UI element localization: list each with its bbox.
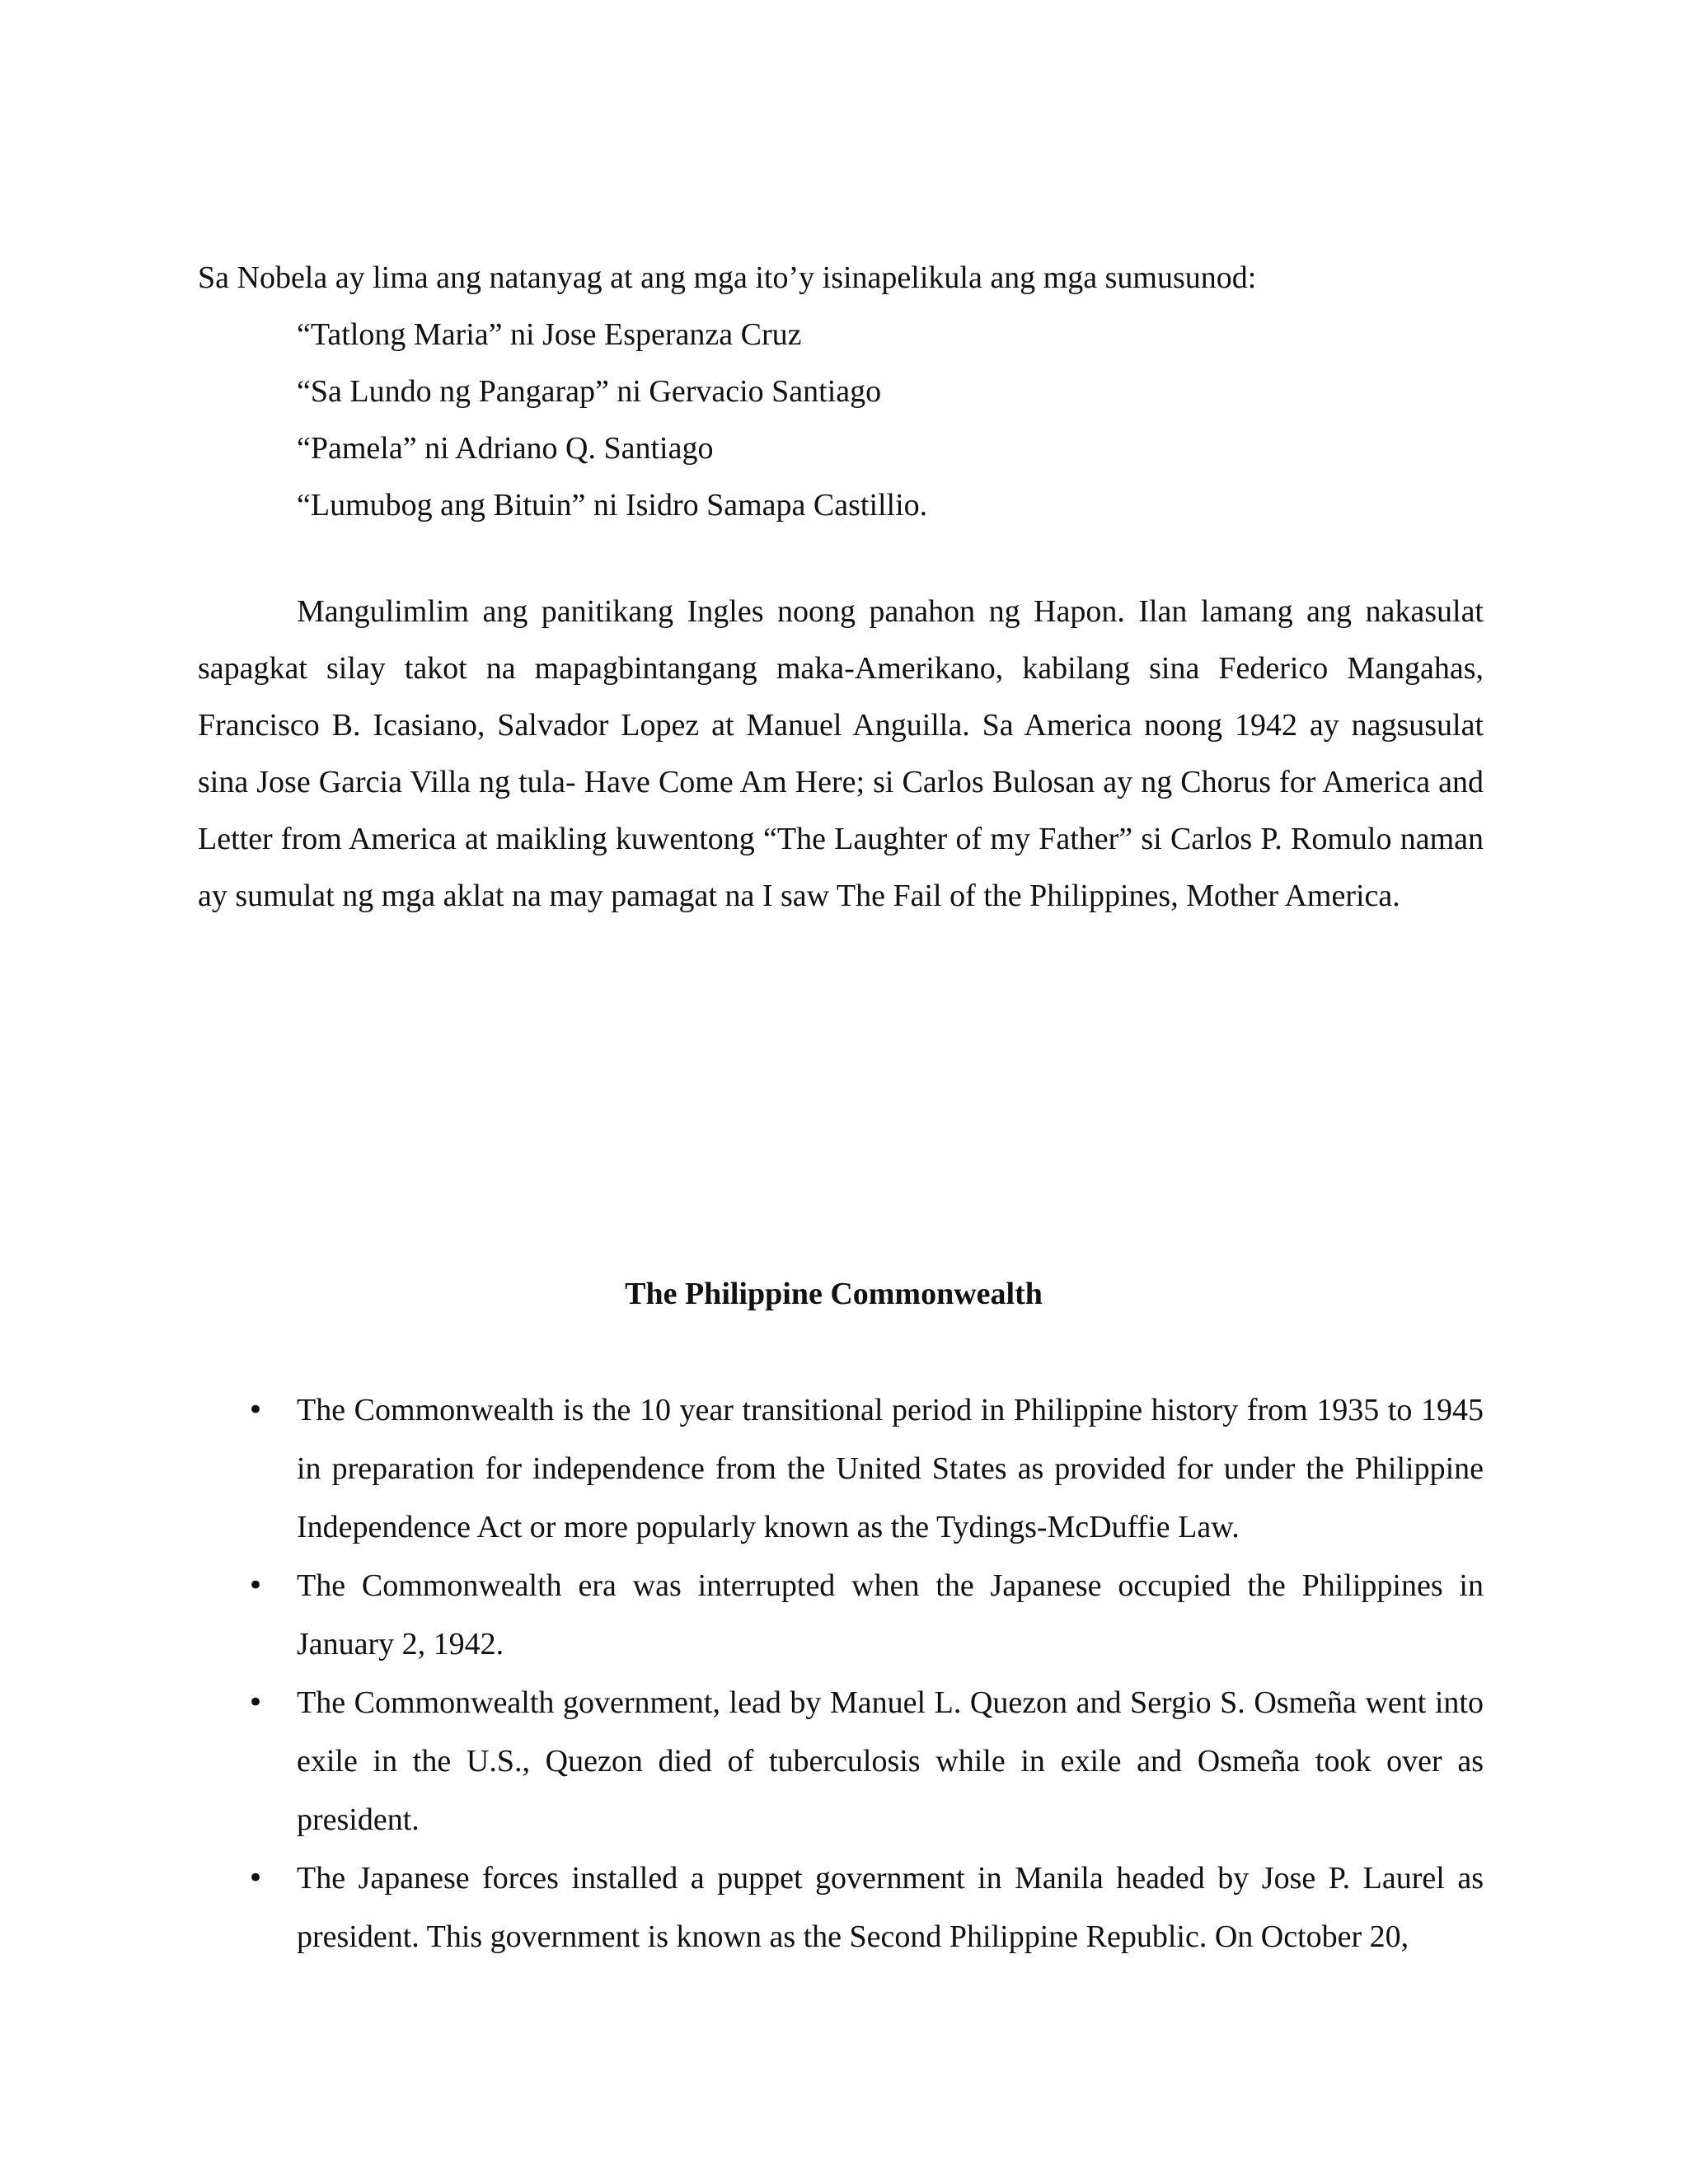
novel-item: “Tatlong Maria” ni Jose Esperanza Cruz xyxy=(297,317,802,352)
bullet-item: • The Commonwealth is the 10 year transitional period in Philippine history from 1935 to 1945 in preparation for independence from the United States as provided for under the Philippine Independence Act or more popularly known as the Tydings-McDuffie Law. xyxy=(297,1381,1484,1557)
novel-item: “Sa Lundo ng Pangarap” ni Gervacio Santiago xyxy=(297,374,882,409)
novel-item: “Pamela” ni Adriano Q. Santiago xyxy=(297,431,714,466)
bullet-item: • The Japanese forces installed a puppet government in Manila headed by Jose P. Laurel as president. This government is known as the Second Philippine Republic. On October 20, xyxy=(297,1849,1484,1966)
bullet-item: • The Commonwealth era was interrupted when the Japanese occupied the Philippines in January 2, 1942. xyxy=(297,1557,1484,1674)
intro-line: Sa Nobela ay lima ang natanyag at ang mga ito’y isinapelikula ang mga sumusunod: xyxy=(198,260,1257,295)
novel-list xyxy=(297,307,927,534)
bullet-item: • The Commonwealth government, lead by Manuel L. Quezon and Sergio S. Osmeña went into exile in the U.S., Quezon died of tuberculosis while in exile and Osmeña took over as president. xyxy=(297,1674,1484,1849)
novel-item: “Lumubog ang Bituin” ni Isidro Samapa Castillio. xyxy=(297,488,928,523)
bullet-list xyxy=(297,1381,1484,1966)
body-paragraph: Mangulimlim ang panitikang Ingles noong panahon ng Hapon. Ilan lamang ang nakasulat sapagkat silay takot na mapagbintangang maka-Amerikano, kabilang sina Federico Mangahas, Francisco B. Icasiano, Salvador Lopez at Manuel Anguilla. Sa America noong 1942 ay nagsusulat sina Jose Garcia Villa ng tula- Have Come Am Here; si Carlos Bulosan ay ng Chorus for America and Letter from America at maikling kuwentong “The Laughter of my Father” si Carlos P. Romulo naman ay sumulat ng mga aklat na may pamagat na I saw The Fail of the Philippines, Mother America. xyxy=(198,594,1484,913)
section-title: The Philippine Commonwealth xyxy=(625,1277,1043,1311)
